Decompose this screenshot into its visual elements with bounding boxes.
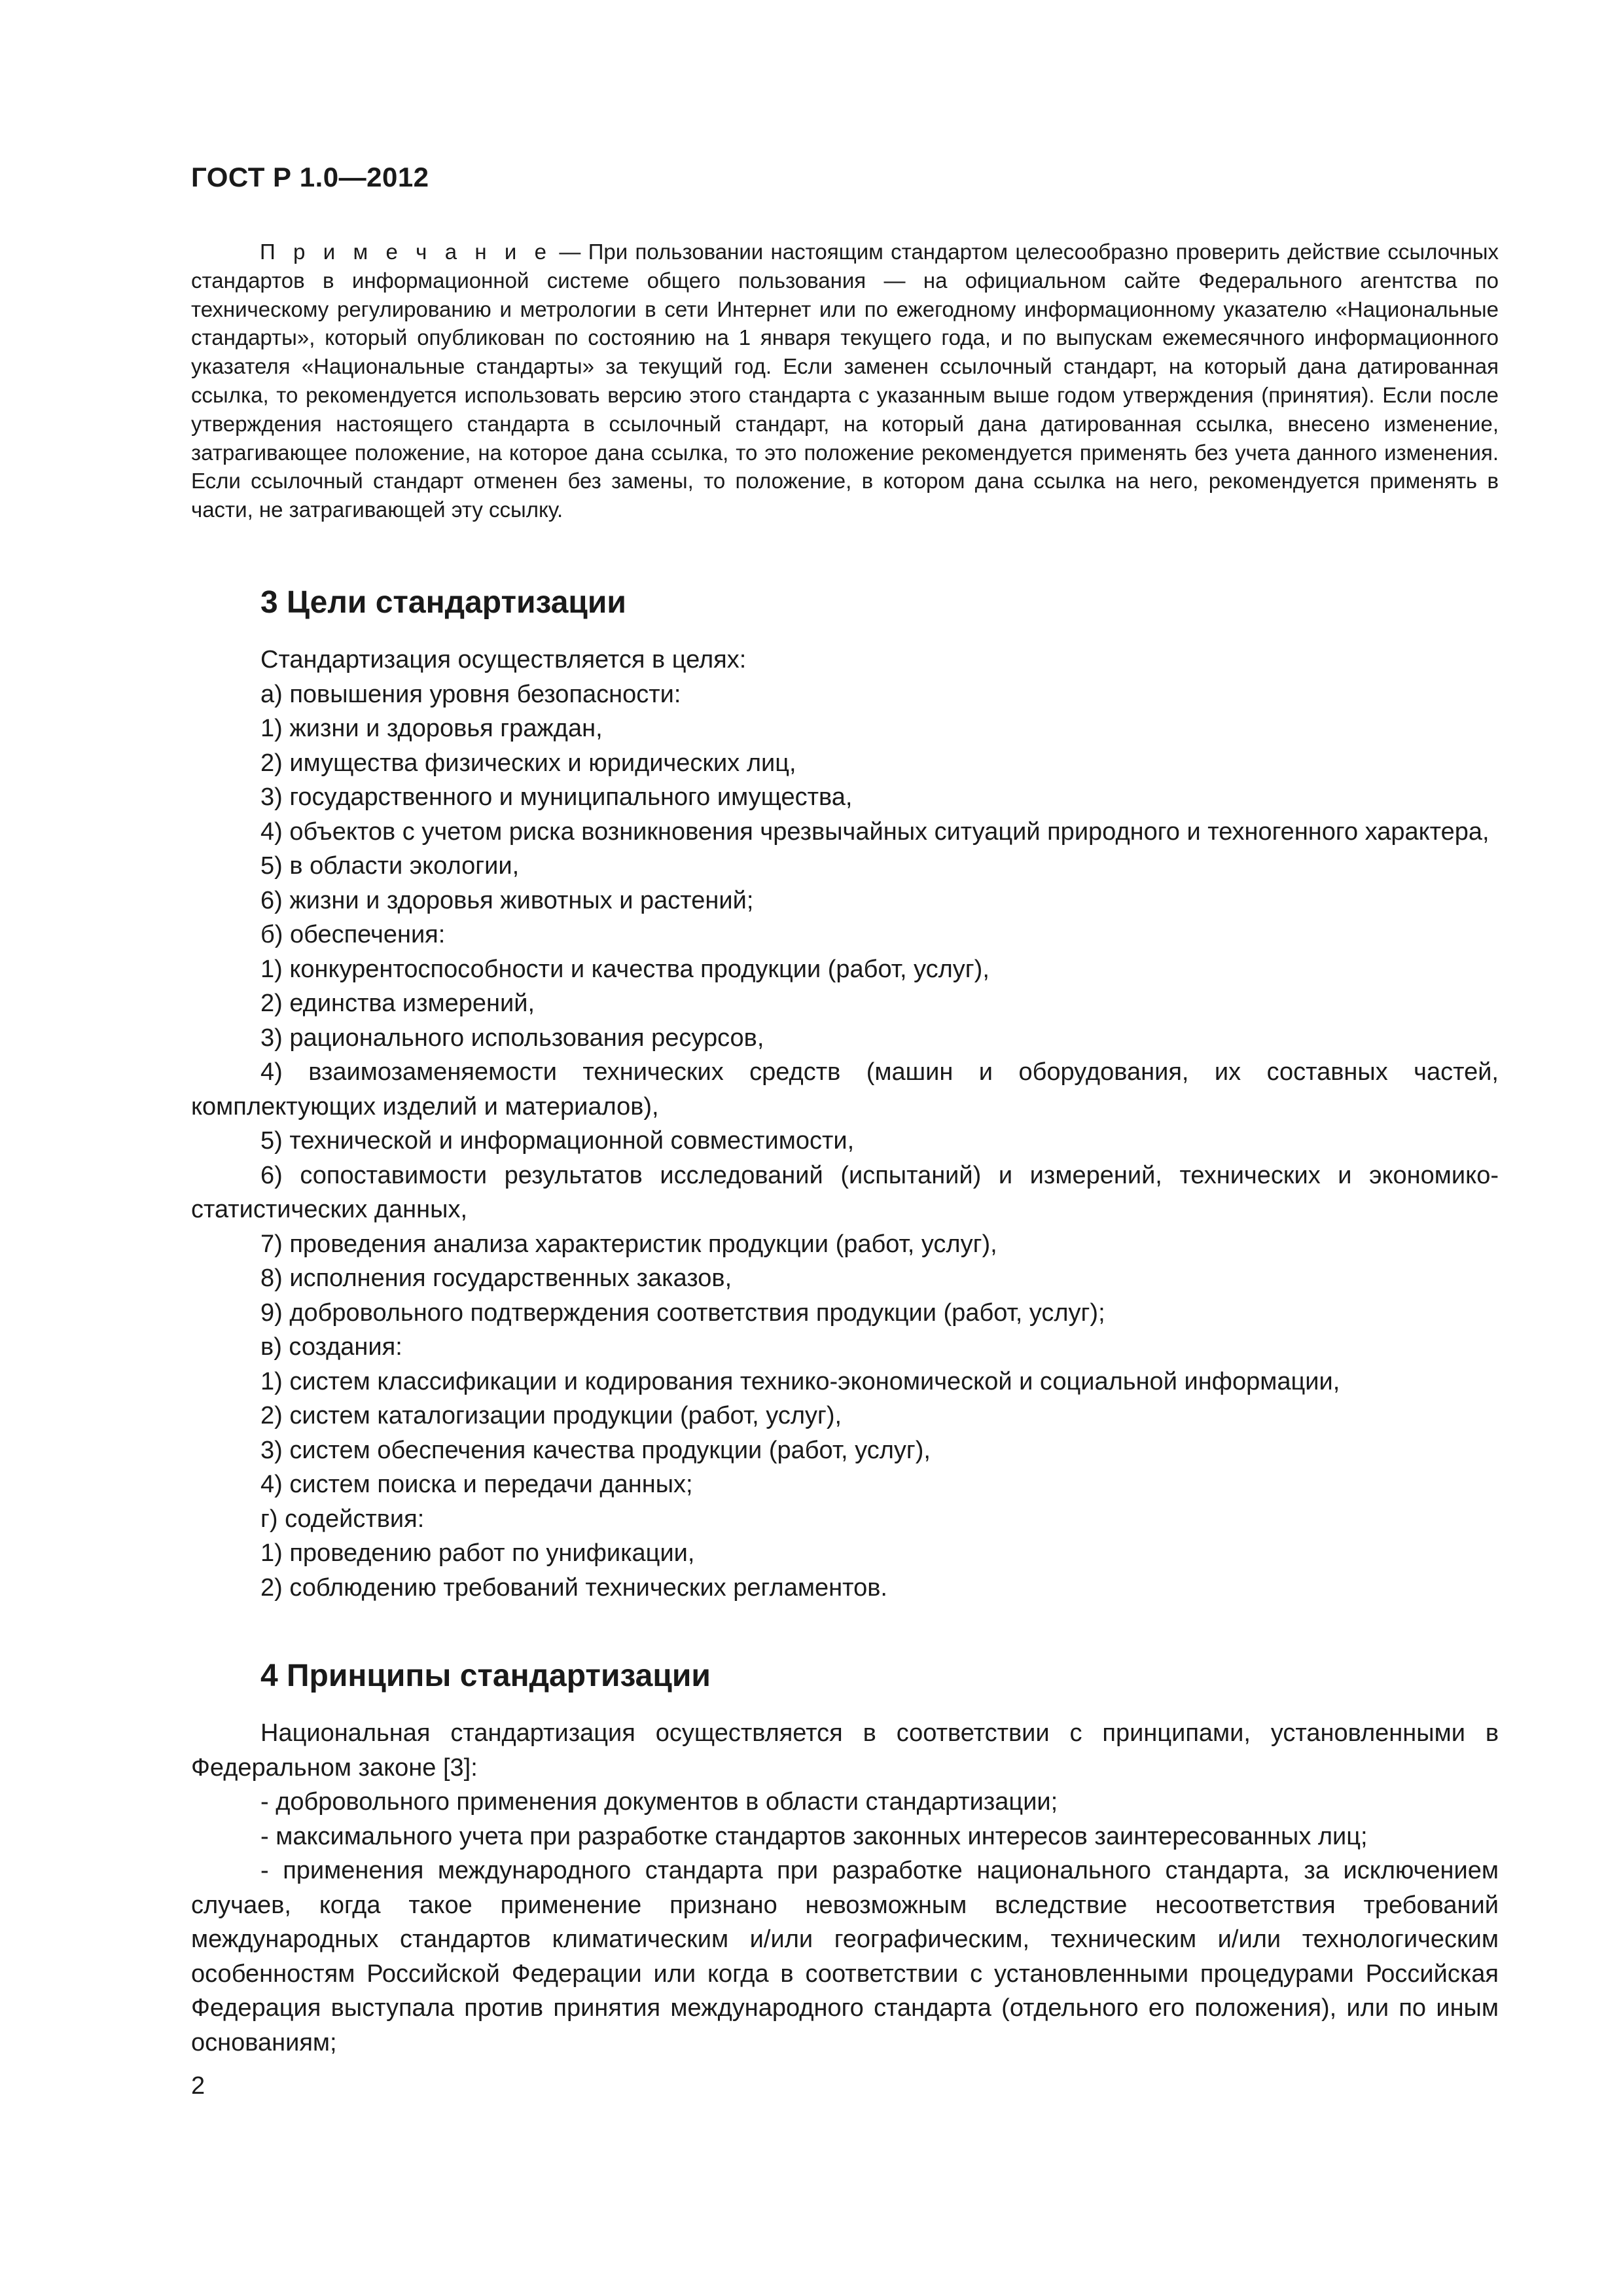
section-3-line: 6) сопоставимости результатов исследований (испытаний) и измерений, технических и экономико-статистических данных, xyxy=(191,1161,1499,1223)
section-3-line: 1) систем классификации и кодирования технико-экономической и социальной информации, xyxy=(260,1367,1340,1395)
section-3-line: 5) в области экологии, xyxy=(260,852,520,880)
page-number: 2 xyxy=(191,2072,205,2100)
section-3-line: 2) соблюдению требований технических регламентов. xyxy=(260,1573,887,1602)
section-4-title: 4 Принципы стандартизации xyxy=(260,1659,711,1693)
section-3-line: 2) единства измерений, xyxy=(260,990,535,1017)
section-3-line: а) повышения уровня безопасности: xyxy=(260,680,681,708)
section-3-line: 5) технической и информационной совместимости, xyxy=(260,1127,855,1155)
section-3-line: 1) конкурентоспособности и качества продукции (работ, услуг), xyxy=(260,955,990,983)
section-3-line: 2) имущества физических и юридических лиц, xyxy=(260,749,796,777)
section-3-line: 8) исполнения государственных заказов, xyxy=(260,1265,732,1292)
section-3-line: 4) взаимозаменяемости технических средств (машин и оборудования, их составных частей, комплектующих изделий и материалов), xyxy=(191,1058,1499,1121)
section-3-line: 4) систем поиска и передачи данных; xyxy=(260,1471,693,1498)
section-3-line: 2) систем каталогизации продукции (работ, услуг), xyxy=(260,1402,842,1429)
note-text: — При пользовании настоящим стандартом целесообразно проверить действие ссылочных стандартов в информационной системе общего пользования — на официальном сайте Федерального агентства по техническому регулированию и метрологии в сети Интернет или по ежегодному информационному указателю «Национальные стандарты», который опубликован по состоянию на 1 января текущего года, и по выпускам ежемесячного информационного указателя «Национальные стандарты» за текущий год. Если заменен ссылочный стандарт, на который дана датированная ссылка, то рекомендуется использовать версию этого стандарта с указанным выше годом утверждения (принятия). Если после утверждения настоящего стандарта в ссылочный стандарт, на который дана датированная ссылка, внесено изменение, затрагивающее положение, на которое дана ссылка, то это положение рекомендуется применять без учета данного изменения. Если ссылочный стандарт отменен без замены, то положение, в котором дана ссылка на него, рекомендуется применять в части, не затрагивающей эту ссылку. xyxy=(191,240,1499,522)
section-3-line: 1) жизни и здоровья граждан, xyxy=(260,715,603,742)
section-4-line: - добровольного применения документов в области стандартизации; xyxy=(260,1788,1058,1816)
section-3-line: б) обеспечения: xyxy=(260,921,446,948)
section-3-title: 3 Цели стандартизации xyxy=(260,585,626,620)
section-4-line: Национальная стандартизация осуществляется в соответствии с принципами, установленными в Федеральном законе [3]: xyxy=(191,1719,1499,1782)
section-3-line: 4) объектов с учетом риска возникновения чрезвычайных ситуаций природного и техногенного характера, xyxy=(260,817,1489,846)
section-3-line: 6) жизни и здоровья животных и растений; xyxy=(260,886,754,914)
section-3-line: 1) проведению работ по унификации, xyxy=(260,1539,695,1567)
section-3-line: 7) проведения анализа характеристик продукции (работ, услуг), xyxy=(260,1230,997,1258)
note-paragraph xyxy=(191,238,1499,524)
document-header: ГОСТ Р 1.0—2012 xyxy=(191,162,429,192)
section-3-line: 9) добровольного подтверждения соответствия продукции (работ, услуг); xyxy=(260,1299,1105,1327)
section-3-line: в) создания: xyxy=(260,1333,402,1361)
section-3-line: 3) систем обеспечения качества продукции (работ, услуг), xyxy=(260,1436,931,1464)
section-3-line: 3) государственного и муниципального имущества, xyxy=(260,783,853,811)
section-4-body xyxy=(191,1716,1499,2060)
section-3-line: 3) рационального использования ресурсов, xyxy=(260,1024,764,1052)
section-4-line: - максимального учета при разработке стандартов законных интересов заинтересованных лиц; xyxy=(260,1822,1368,1850)
section-3-line: Стандартизация осуществляется в целях: xyxy=(260,646,747,673)
note-label: П р и м е ч а н и е xyxy=(260,240,552,264)
section-3-body xyxy=(191,643,1499,1605)
section-3-line: г) содействия: xyxy=(260,1505,425,1533)
section-4-line: - применения международного стандарта при разработке национального стандарта, за исключением случаев, когда такое применение признано невозможным вследствие несоответствия требований международных стандартов климатическим и/или географическим, техническим и/или технологическим особенностям Российской Федерации или когда в соответствии с установленными процедурами Российская Федерация выступала против принятия международного стандарта (отдельного его положения), или по иным основаниям; xyxy=(191,1857,1499,2056)
